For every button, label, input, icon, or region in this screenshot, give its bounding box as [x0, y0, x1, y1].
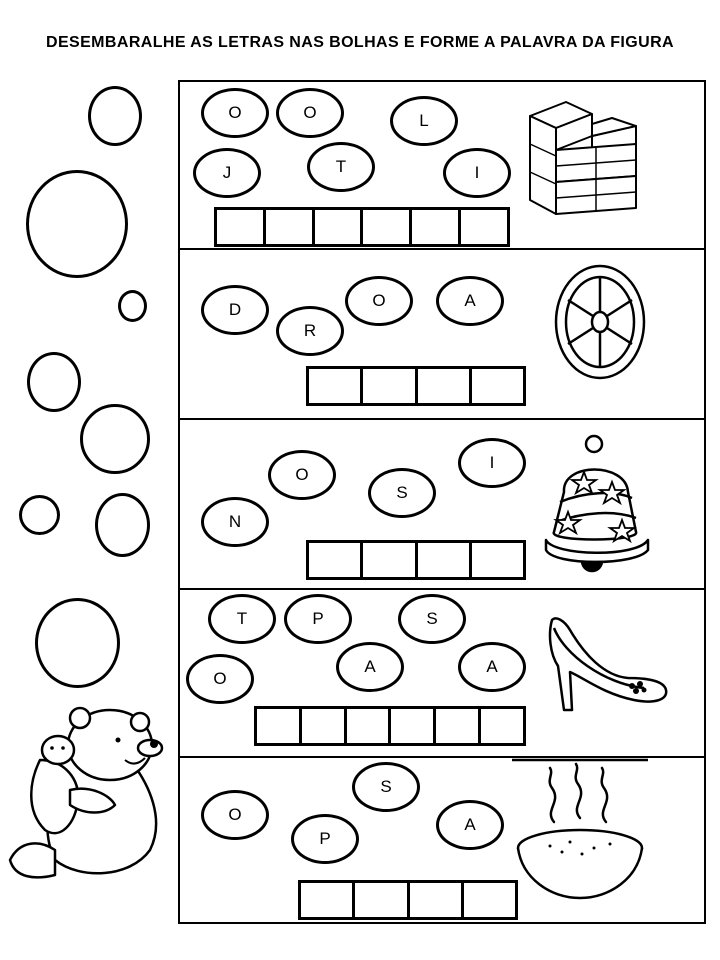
letter-bubble: P	[291, 814, 359, 864]
letter-bubble: S	[368, 468, 436, 518]
answer-box[interactable]	[363, 543, 417, 577]
soup-bowl-icon	[510, 758, 650, 906]
letter-bubble: A	[336, 642, 404, 692]
answer-box[interactable]	[309, 369, 363, 403]
answer-boxes	[306, 366, 526, 406]
answer-box[interactable]	[418, 369, 472, 403]
decor-bubble	[118, 290, 147, 322]
answer-box[interactable]	[355, 883, 409, 917]
letter-bubble: N	[201, 497, 269, 547]
panel-bottom-border	[178, 922, 706, 924]
high-heel-shoe-icon	[544, 614, 670, 714]
letter-bubble: T	[208, 594, 276, 644]
bricks-icon	[526, 96, 646, 220]
answer-box[interactable]	[418, 543, 472, 577]
answer-boxes	[214, 207, 510, 247]
row-divider	[178, 248, 706, 250]
letter-bubble: P	[284, 594, 352, 644]
answer-box[interactable]	[266, 210, 315, 244]
letter-bubble: D	[201, 285, 269, 335]
letter-bubble: S	[352, 762, 420, 812]
letter-bubble: S	[398, 594, 466, 644]
letter-bubble: O	[345, 276, 413, 326]
answer-box[interactable]	[472, 543, 523, 577]
letter-bubble: I	[458, 438, 526, 488]
wheel-icon	[548, 260, 652, 384]
answer-box[interactable]	[464, 883, 515, 917]
answer-box[interactable]	[301, 883, 355, 917]
answer-box[interactable]	[302, 709, 347, 743]
letter-bubble: A	[458, 642, 526, 692]
answer-box[interactable]	[481, 709, 523, 743]
letter-bubble: O	[201, 88, 269, 138]
decor-bubble	[27, 352, 81, 412]
row-divider	[178, 588, 706, 590]
answer-box[interactable]	[347, 709, 392, 743]
answer-box[interactable]	[461, 210, 507, 244]
letter-bubble: A	[436, 800, 504, 850]
letter-bubble: O	[268, 450, 336, 500]
decor-bubble	[80, 404, 150, 474]
answer-boxes	[298, 880, 518, 920]
letter-bubble: O	[201, 790, 269, 840]
panel-top-border	[178, 80, 706, 82]
page-title: DESEMBARALHE AS LETRAS NAS BOLHAS E FORME A PALAVRA DA FIGURA	[46, 34, 674, 51]
decor-bubble	[26, 170, 128, 278]
letter-bubble: T	[307, 142, 375, 192]
letter-bubble: J	[193, 148, 261, 198]
decor-bubble	[35, 598, 120, 688]
letter-bubble: O	[276, 88, 344, 138]
answer-box[interactable]	[257, 709, 302, 743]
answer-box[interactable]	[363, 210, 412, 244]
letter-bubble: O	[186, 654, 254, 704]
answer-box[interactable]	[472, 369, 523, 403]
letter-bubble: R	[276, 306, 344, 356]
answer-box[interactable]	[391, 709, 436, 743]
answer-boxes	[254, 706, 526, 746]
row-divider	[178, 418, 706, 420]
answer-box[interactable]	[363, 369, 417, 403]
answer-box[interactable]	[436, 709, 481, 743]
answer-box[interactable]	[410, 883, 464, 917]
bell-icon	[544, 432, 650, 578]
answer-boxes	[306, 540, 526, 580]
answer-box[interactable]	[309, 543, 363, 577]
decor-bubble	[19, 495, 60, 535]
answer-box[interactable]	[412, 210, 461, 244]
answer-box[interactable]	[315, 210, 364, 244]
decor-bubble	[95, 493, 150, 557]
letter-bubble: I	[443, 148, 511, 198]
answer-box[interactable]	[217, 210, 266, 244]
letter-bubble: L	[390, 96, 458, 146]
letter-bubble: A	[436, 276, 504, 326]
decor-bubble	[88, 86, 142, 146]
bear-hugging-piglet-icon	[0, 700, 175, 880]
